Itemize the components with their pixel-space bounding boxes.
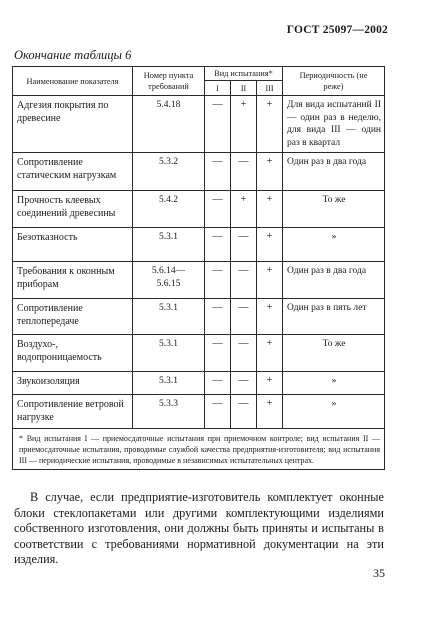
row-test-iii: +	[257, 335, 283, 372]
row-test-i: —	[205, 299, 231, 335]
row-test-ii: —	[231, 299, 257, 335]
row-test-iii: +	[257, 228, 283, 262]
row-test-ii: —	[231, 262, 257, 299]
row-test-i: —	[205, 96, 231, 153]
row-item: 5.3.1	[133, 372, 205, 395]
row-test-iii: +	[257, 96, 283, 153]
row-item: 5.4.18	[133, 96, 205, 153]
row-name: Адгезия покрытия по древесине	[13, 96, 133, 153]
table-row	[13, 228, 385, 262]
row-period: Один раз в два года	[283, 153, 385, 191]
row-name: Сопротивление ветровой нагрузке	[13, 395, 133, 429]
row-item: 5.3.1	[133, 228, 205, 262]
row-test-ii: +	[231, 191, 257, 228]
header-test-i: I	[205, 81, 231, 96]
row-item: 5.3.2	[133, 153, 205, 191]
row-period: »	[283, 395, 385, 429]
table-row	[13, 153, 385, 191]
row-test-iii: +	[257, 299, 283, 335]
table-row	[13, 191, 385, 228]
row-test-i: —	[205, 228, 231, 262]
row-name: Прочность клеевых соединений древесины	[13, 191, 133, 228]
row-period: То же	[283, 335, 385, 372]
row-test-ii: +	[231, 96, 257, 153]
requirements-table	[12, 66, 385, 470]
table-row	[13, 262, 385, 299]
row-period: Для вида испытаний II — один раз в неделю, для вида III — один раз в квартал	[283, 96, 385, 153]
table-row	[13, 299, 385, 335]
row-period: Один раз в два года	[283, 262, 385, 299]
body-paragraph: В случае, если предприятие-изготовитель комплектует оконные блоки стеклопакетами или другими комплектующими изделиями собственного изготовления, они должны быть приняты и испытаны в соответствии с требованиями нормативной документации на эти изделия.	[14, 490, 384, 566]
row-test-i: —	[205, 153, 231, 191]
row-period: То же	[283, 191, 385, 228]
row-name: Звукоизоляция	[13, 372, 133, 395]
row-name: Сопротивление теплопередаче	[13, 299, 133, 335]
row-item: 5.3.1	[133, 299, 205, 335]
row-period: »	[283, 372, 385, 395]
row-test-iii: +	[257, 372, 283, 395]
row-test-iii: +	[257, 395, 283, 429]
row-period: Один раз в пять лет	[283, 299, 385, 335]
page-number: 35	[373, 566, 385, 580]
footnote-row	[13, 429, 385, 470]
header-test-ii: II	[231, 81, 257, 96]
standard-header: ГОСТ 25097—2002	[286, 24, 388, 36]
row-test-ii: —	[231, 335, 257, 372]
row-test-ii: —	[231, 228, 257, 262]
table-row	[13, 335, 385, 372]
table-row	[13, 372, 385, 395]
row-test-i: —	[205, 372, 231, 395]
header-item: Номер пункта требований	[133, 67, 205, 96]
table-footnote: * Вид испытания I — приемосдаточные испытания при приемочном контроле; вид испытания II — приемосдаточные испытания, проводимые службой качества предприятия-изготовителя; вид испытания III — периодические испытания, проводимые в независимых испытательных центрах.	[13, 429, 385, 470]
row-test-i: —	[205, 335, 231, 372]
row-test-ii: —	[231, 372, 257, 395]
table-row	[13, 96, 385, 153]
row-test-iii: +	[257, 191, 283, 228]
header-name: Наименование показателя	[13, 67, 133, 96]
row-period: »	[283, 228, 385, 262]
row-name: Воздухо-, водопроницаемость	[13, 335, 133, 372]
row-name: Сопротивление статическим нагрузкам	[13, 153, 133, 191]
row-test-ii: —	[231, 395, 257, 429]
row-item: 5.3.3	[133, 395, 205, 429]
row-item: 5.3.1	[133, 335, 205, 372]
row-item: 5.4.2	[133, 191, 205, 228]
table-row	[13, 395, 385, 429]
row-test-iii: +	[257, 153, 283, 191]
header-periodicity: Периодичность (не реже)	[283, 67, 385, 96]
header-test-iii: III	[257, 81, 283, 96]
row-test-ii: —	[231, 153, 257, 191]
row-test-i: —	[205, 395, 231, 429]
row-name: Безотказность	[13, 228, 133, 262]
row-test-i: —	[205, 262, 231, 299]
row-name: Требования к оконным приборам	[13, 262, 133, 299]
row-item: 5.6.14—5.6.15	[133, 262, 205, 299]
row-test-i: —	[205, 191, 231, 228]
header-test-type: Вид испытания*	[205, 67, 283, 81]
table-caption: Окончание таблицы 6	[14, 48, 132, 62]
row-test-iii: +	[257, 262, 283, 299]
